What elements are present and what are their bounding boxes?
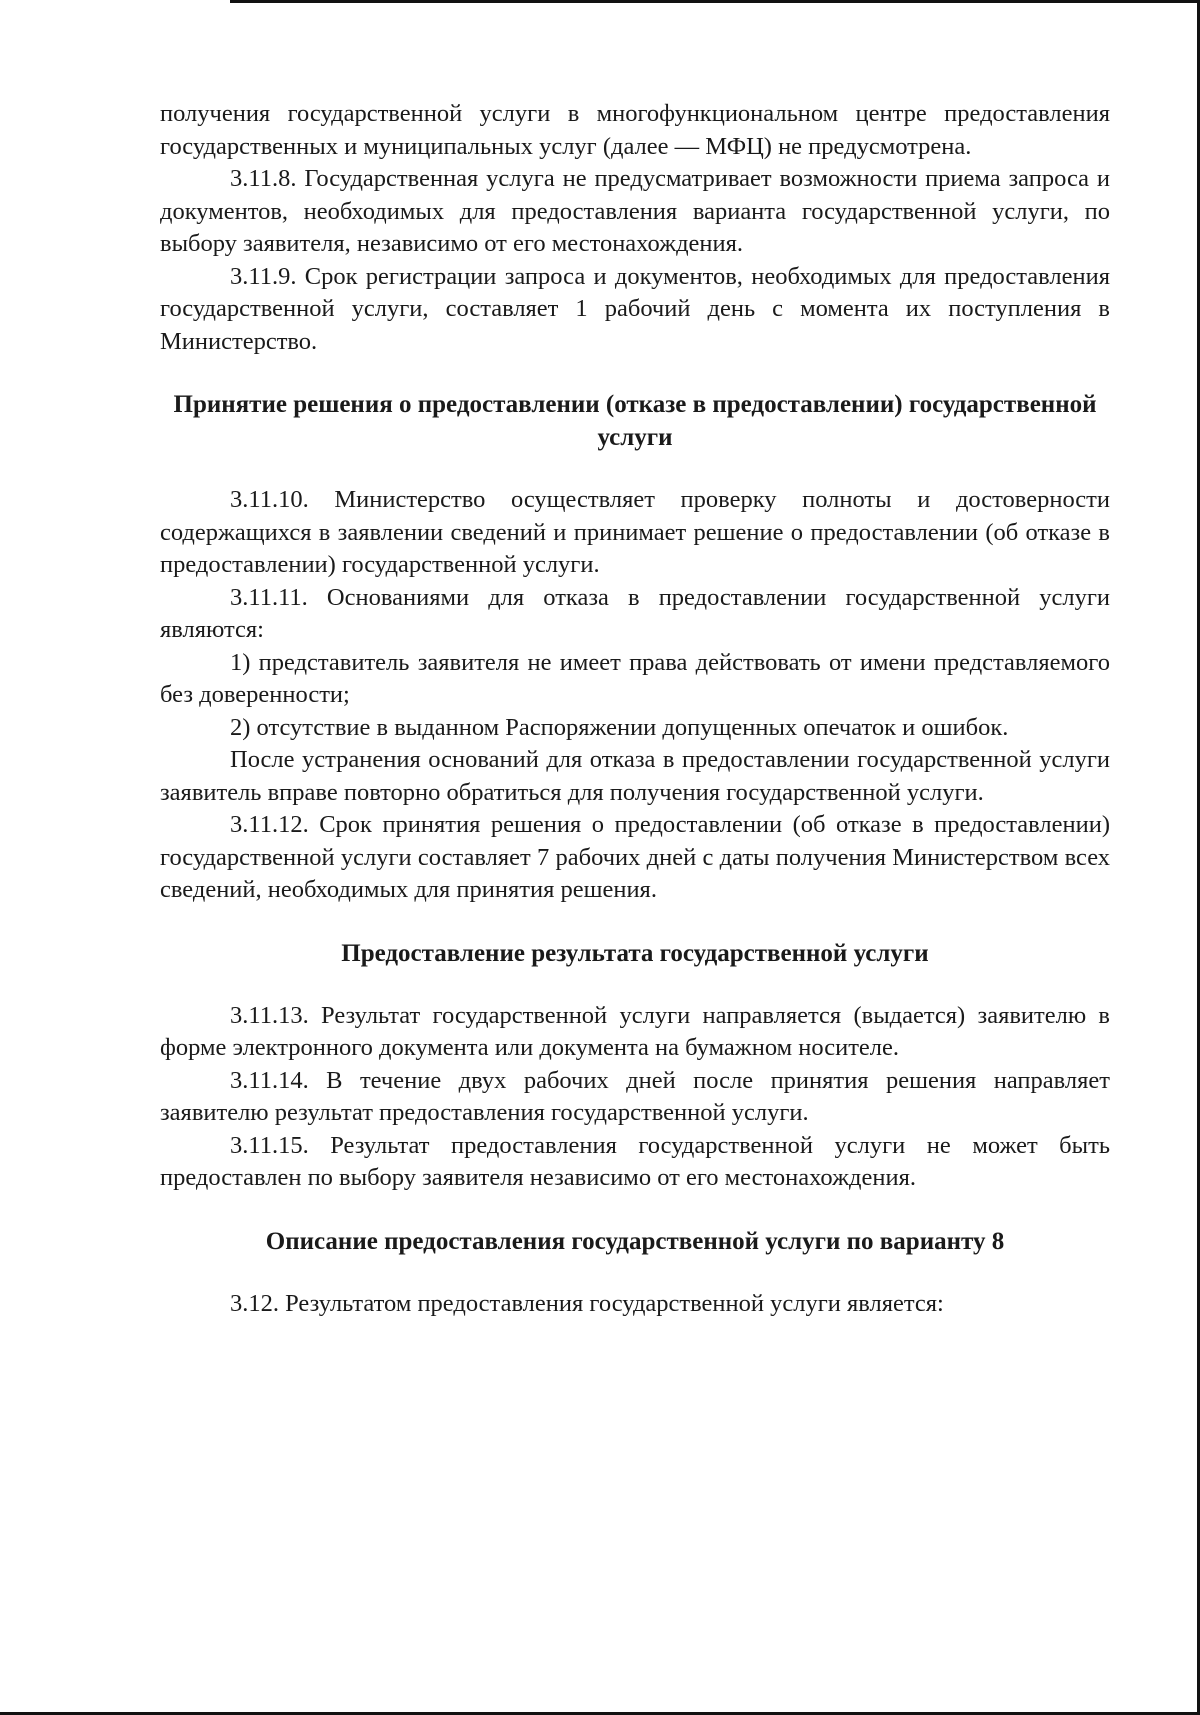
paragraph-after-elimination: После устранения оснований для отказа в предоставлении государственной услуги заявитель вправе повторно обратиться для получения государственной услуги. [160,746,1110,806]
list-item-1: 1) представитель заявителя не имеет права действовать от имени представляемого без доверенности; [160,648,1110,708]
paragraph-mfc-continuation: получения государственной услуги в многофункциональном центре предоставления государственных и муниципальных услуг (далее — МФЦ) не предусмотрена. [160,100,1110,160]
document-body [160,98,1110,1320]
paragraph-3-11-13: 3.11.13. Результат государственной услуги направляется (выдается) заявителю в форме электронного документа или документа на бумажном носителе. [160,1001,1110,1061]
paragraph-3-12: 3.12. Результатом предоставления государственной услуги является: [230,1289,944,1317]
scan-edge-top [230,0,1200,3]
paragraph-3-11-12: 3.11.12. Срок принятия решения о предоставлении (об отказе в предоставлении) государственной услуги составляет 7 рабочих дней с даты получения Министерством всех сведений, необходимых для принятия решения. [160,811,1110,903]
paragraph-3-11-14: 3.11.14. В течение двух рабочих дней после принятия решения направляет заявителю результат предоставления государственной услуги. [160,1066,1110,1126]
paragraph-3-11-11: 3.11.11. Основаниями для отказа в предоставлении государственной услуги являются: [160,583,1110,643]
section-heading-result: Предоставление результата государственной услуги [341,939,929,967]
paragraph-3-11-10: 3.11.10. Министерство осуществляет проверку полноты и достоверности содержащихся в заявлении сведений и принимает решение о предоставлении (об отказе в предоставлении) государственной услуги. [160,486,1110,578]
paragraph-3-11-9: 3.11.9. Срок регистрации запроса и документов, необходимых для предоставления государственной услуги, составляет 1 рабочий день с момента их поступления в Министерство. [160,262,1110,355]
paragraph-3-11-15: 3.11.15. Результат предоставления государственной услуги не может быть предоставлен по выбору заявителя независимо от его местонахождения. [160,1131,1110,1191]
section-heading-variant-8: Описание предоставления государственной услуги по варианту 8 [265,1227,1005,1255]
paragraph-3-11-8: 3.11.8. Государственная услуга не предусматривает возможности приема запроса и документов, необходимых для предоставления варианта государственной услуги, по выбору заявителя, независимо от его местонахождения. [160,165,1110,257]
section-heading-decision: Принятие решения о предоставлении (отказе в предоставлении) государственной услуги [173,391,1097,451]
list-item-2: 2) отсутствие в выданном Распоряжении допущенных опечаток и ошибок. [230,713,1009,741]
